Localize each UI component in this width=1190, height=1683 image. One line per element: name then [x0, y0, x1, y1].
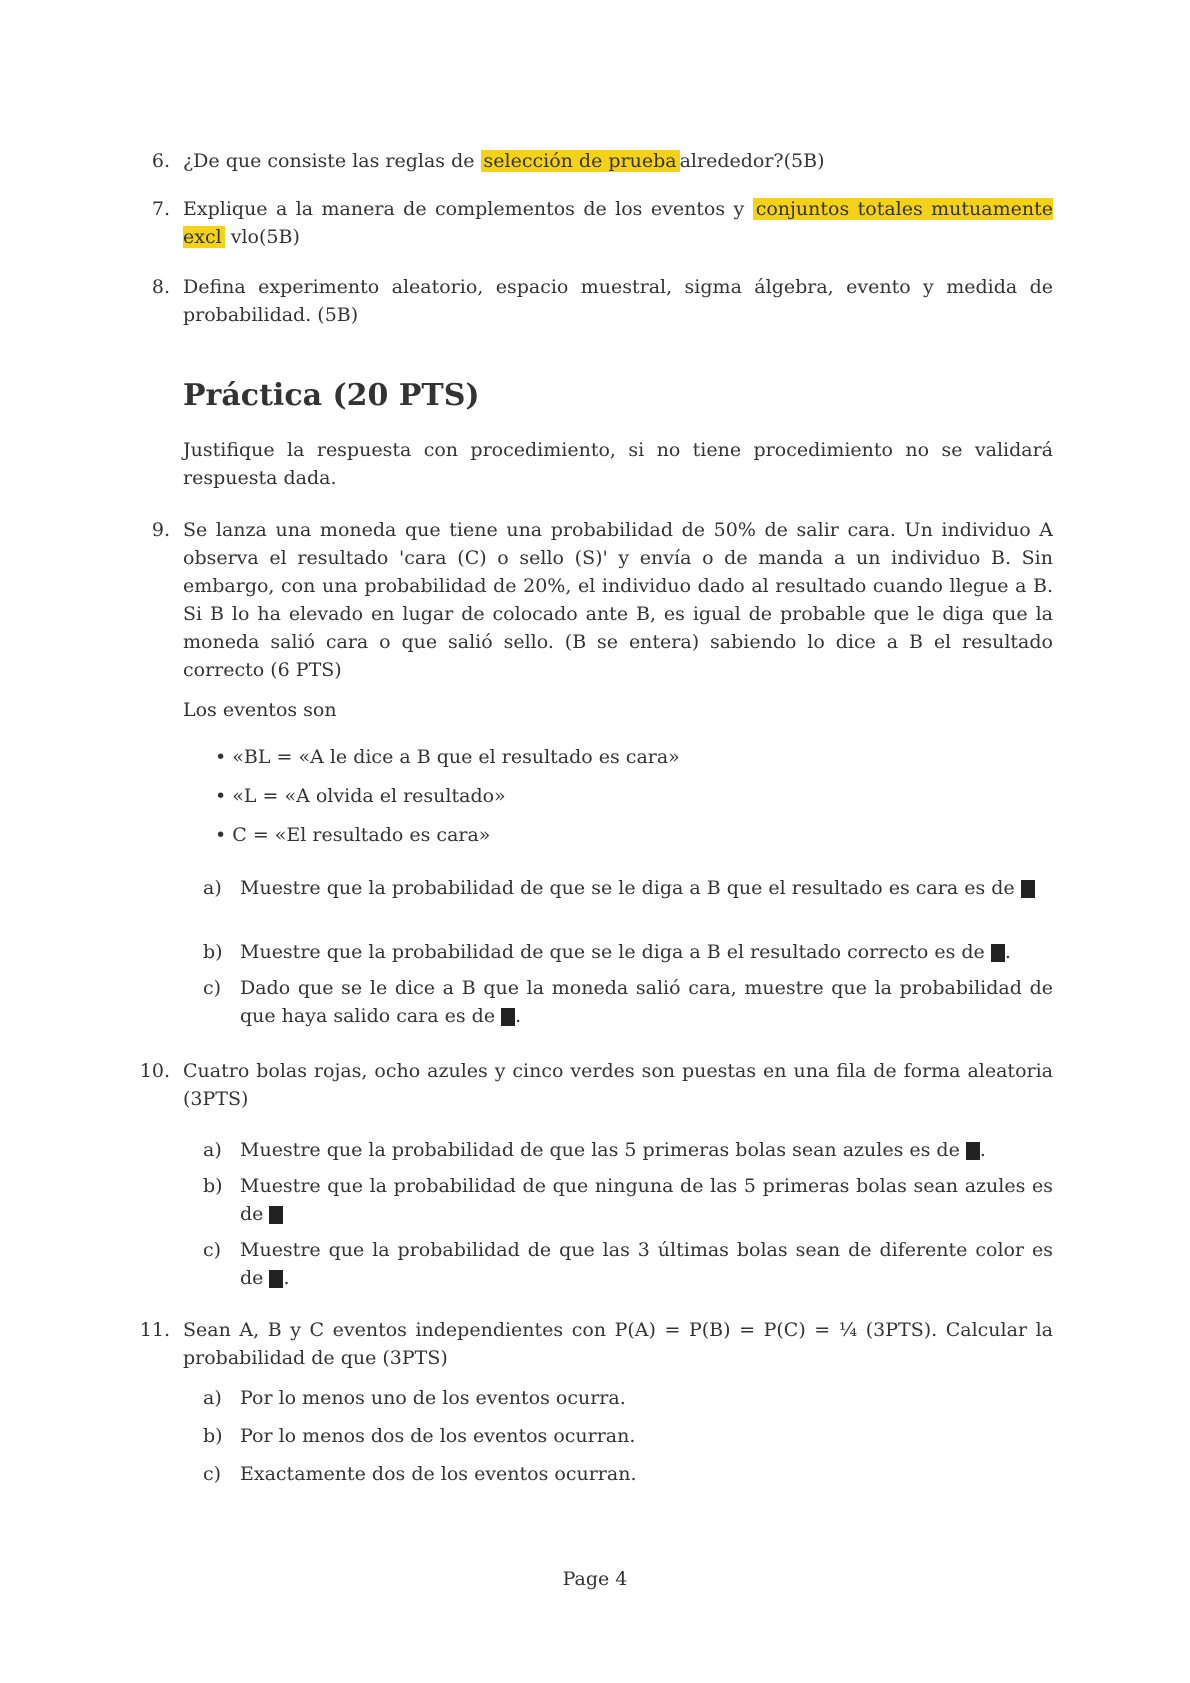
part-label: b) [203, 1425, 223, 1447]
events-intro: Los eventos son [183, 699, 337, 721]
fraction-value [269, 1206, 283, 1224]
question-10: Cuatro bolas rojas, ocho azules y cinco verdes son puestas en una fila de forma aleatoria (3PTS) [183, 1060, 1053, 1110]
event-item: • C = «El resultado es cara» [215, 824, 491, 846]
part-text: Muestre que la probabilidad de que las 3 últimas bolas sean de diferente color es de . [240, 1239, 1053, 1289]
part-text: Muestre que la probabilidad de que se le diga a B que el resultado es cara es de [240, 874, 1053, 902]
highlight: conjuntos totales mutuamente excl [183, 198, 1053, 248]
part-text: Muestre que la probabilidad de que se le diga a B el resultado correcto es de . [240, 941, 1011, 963]
part-label: b) [203, 941, 223, 963]
fraction-value [991, 944, 1005, 962]
question-6: ¿De que consiste las reglas de selección de prueba alrededor?(5B) [183, 150, 825, 172]
part-label: c) [203, 977, 222, 999]
fraction-value [1021, 880, 1035, 898]
question-number: 10. [139, 1060, 170, 1082]
part-label: b) [203, 1175, 223, 1197]
section-intro: Justifique la respuesta con procedimiento, si no tiene procedimiento no se validará respuesta dada. [183, 439, 1053, 489]
part-text: Por lo menos dos de los eventos ocurran. [240, 1425, 636, 1447]
part-text: Dado que se le dice a B que la moneda salió cara, muestre que la probabilidad de que haya salido cara es de . [240, 977, 1053, 1027]
part-label: a) [203, 1139, 222, 1161]
part-text: Exactamente dos de los eventos ocurran. [240, 1463, 637, 1485]
question-number: 7. [151, 198, 170, 220]
part-label: a) [203, 877, 222, 899]
section-heading: Práctica (20 PTS) [183, 378, 480, 413]
part-text: Muestre que la probabilidad de que ninguna de las 5 primeras bolas sean azules es de [240, 1175, 1053, 1225]
fraction-value [966, 1142, 980, 1160]
part-text: Muestre que la probabilidad de que las 5 primeras bolas sean azules es de . [240, 1139, 986, 1161]
question-7: Explique a la manera de complementos de los eventos y conjuntos totales mutuamente excl vlo(5B) [183, 198, 1053, 248]
question-9: Se lanza una moneda que tiene una probabilidad de 50% de salir cara. Un individuo A observa el resultado 'cara (C) o sello (S)' y envía o de manda a un individuo B. Sin embargo, con una probabilidad de 20%, el individuo dado al resultado cuando llegue a B. Si B lo ha elevado en lugar de colocado ante B, es igual de probable que le diga que la moneda salió cara o que salió sello. (B se entera) sabiendo lo dice a B el resultado correcto (6 PTS) [183, 519, 1053, 681]
question-number: 6. [151, 150, 170, 172]
page-number: Page 4 [562, 1568, 628, 1590]
part-label: a) [203, 1387, 222, 1409]
question-8: Defina experimento aleatorio, espacio muestral, sigma álgebra, evento y medida de probabilidad. (5B) [183, 276, 1053, 326]
part-label: c) [203, 1239, 222, 1261]
fraction-value [501, 1008, 515, 1026]
event-item: • «BL = «A le dice a B que el resultado es cara» [215, 746, 680, 768]
part-label: c) [203, 1463, 222, 1485]
question-number: 11. [139, 1319, 170, 1341]
event-item: • «L = «A olvida el resultado» [215, 785, 506, 807]
fraction-value [269, 1270, 283, 1288]
question-number: 9. [151, 519, 170, 541]
highlight: selección de prueba [481, 150, 680, 172]
part-text: Por lo menos uno de los eventos ocurra. [240, 1387, 626, 1409]
question-11: Sean A, B y C eventos independientes con P(A) = P(B) = P(C) = ¼ (3PTS). Calcular la probabilidad de que (3PTS) [183, 1319, 1053, 1369]
question-number: 8. [151, 276, 170, 298]
